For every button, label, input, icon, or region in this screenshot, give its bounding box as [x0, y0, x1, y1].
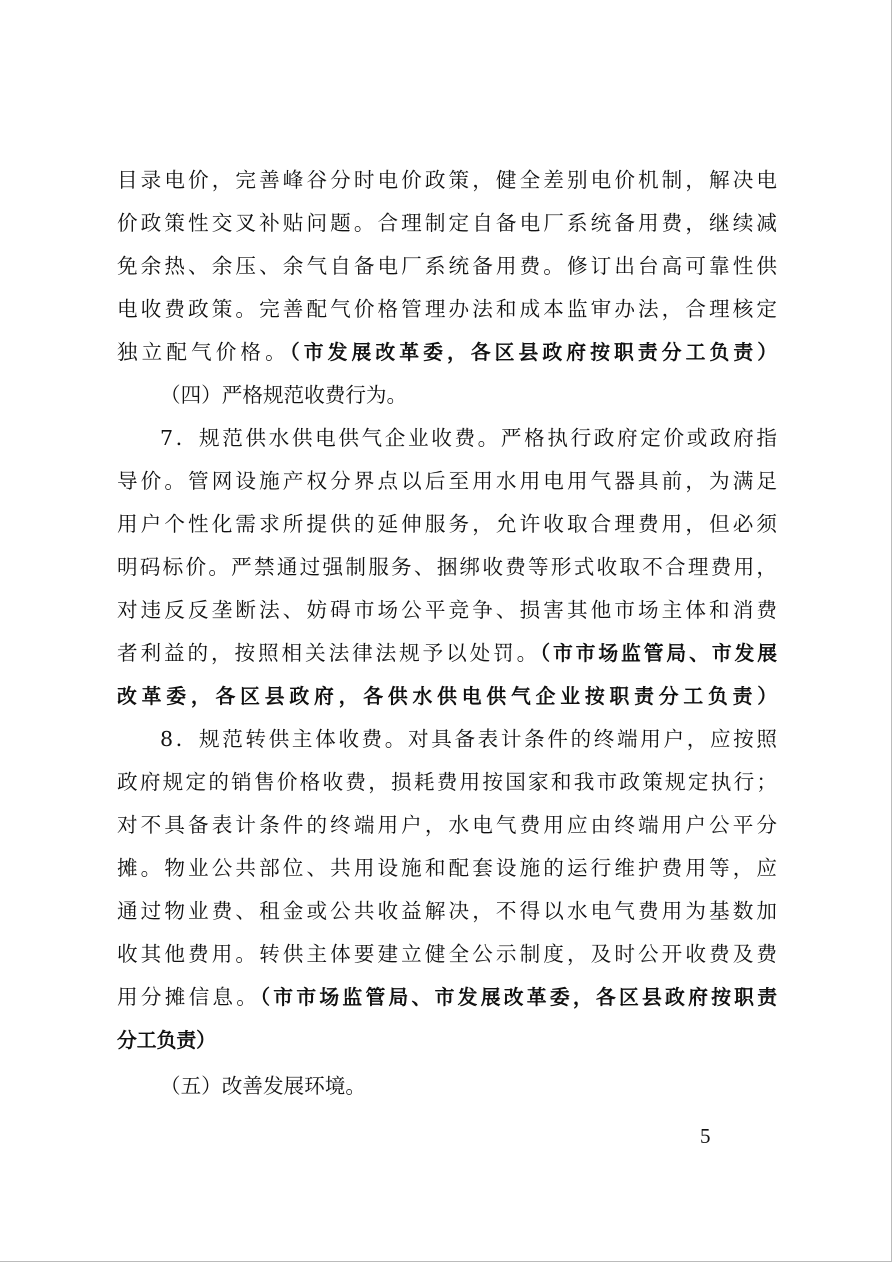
body-line-4	[117, 291, 777, 327]
body-line-12	[117, 635, 777, 671]
body-text: 免余热、余压、余气自备电厂系统备用费。修订出台高可靠性供	[117, 254, 777, 278]
body-text: 对违反反垄断法、妨碍市场公平竞争、损害其他市场主体和消费	[117, 598, 777, 622]
body-line-19	[117, 936, 777, 972]
responsibility-note: 分工负责）	[117, 1029, 216, 1052]
body-line-2	[117, 205, 777, 241]
body-line-3	[117, 248, 777, 284]
body-text: 独立配气价格。	[117, 340, 290, 364]
item-8-text: 8．规范转供主体收费。对具备表计条件的终端用户，应按照	[160, 727, 777, 751]
body-line-15	[117, 764, 777, 800]
body-text: 政府规定的销售价格收费，损耗费用按国家和我市政策规定执行；	[117, 770, 777, 794]
section-heading-5	[160, 1068, 777, 1104]
body-line-11	[117, 592, 777, 628]
body-text: 对不具备表计条件的终端用户，水电气费用应由终端用户公平分	[117, 813, 777, 837]
body-text: 摊。物业公共部位、共用设施和配套设施的运行维护费用等，应	[117, 856, 777, 880]
body-line-8	[117, 463, 777, 499]
body-line-5	[117, 334, 777, 370]
body-text: 导价。管网设施产权分界点以后至用水用电用气器具前，为满足	[117, 469, 777, 493]
body-text: 用分摊信息。	[117, 985, 261, 1009]
body-line-20	[117, 979, 777, 1015]
body-line-18	[117, 893, 777, 929]
body-line-21	[117, 1022, 777, 1058]
page-number: 5	[700, 1124, 711, 1148]
responsibility-note: （市发展改革委，各区县政府按职责分工负责）	[289, 341, 778, 364]
body-line-10	[117, 549, 777, 585]
section-heading-4	[160, 377, 777, 413]
responsibility-note: （市市场监管局、市发展改革委，各区县政府按职责	[260, 986, 777, 1009]
body-text: 电收费政策。完善配气价格管理办法和成本监审办法，合理核定	[117, 297, 777, 321]
responsibility-note: （市市场监管局、市发展	[540, 642, 778, 665]
body-text: 收其他费用。转供主体要建立健全公示制度，及时公开收费及费	[117, 942, 777, 966]
body-line-13	[117, 678, 777, 714]
body-line-9	[117, 506, 777, 542]
body-text: 者利益的，按照相关法律法规予以处罚。	[117, 641, 541, 665]
item-7-text: 7．规范供水供电供气企业收费。严格执行政府定价或政府指	[160, 426, 777, 450]
responsibility-note: 改革委，各区县政府，各供水供电供气企业按职责分工负责）	[117, 685, 777, 708]
body-line-1	[117, 162, 777, 198]
body-text: 价政策性交叉补贴问题。合理制定自备电厂系统备用费，继续减	[117, 211, 777, 235]
body-line-16	[117, 807, 777, 843]
item-8-line-1	[160, 721, 777, 757]
body-line-17	[117, 850, 777, 886]
item-7-line-1	[160, 420, 777, 456]
body-text: 通过物业费、租金或公共收益解决，不得以水电气费用为基数加	[117, 899, 777, 923]
body-text: 目录电价，完善峰谷分时电价政策，健全差别电价机制，解决电	[117, 168, 777, 192]
section-heading-text: （四）严格规范收费行为。	[160, 383, 408, 407]
section-heading-text: （五）改善发展环境。	[160, 1074, 366, 1098]
body-text: 明码标价。严禁通过强制服务、捆绑收费等形式收取不合理费用，	[117, 555, 777, 579]
body-text: 用户个性化需求所提供的延伸服务，允许收取合理费用，但必须	[117, 512, 777, 536]
